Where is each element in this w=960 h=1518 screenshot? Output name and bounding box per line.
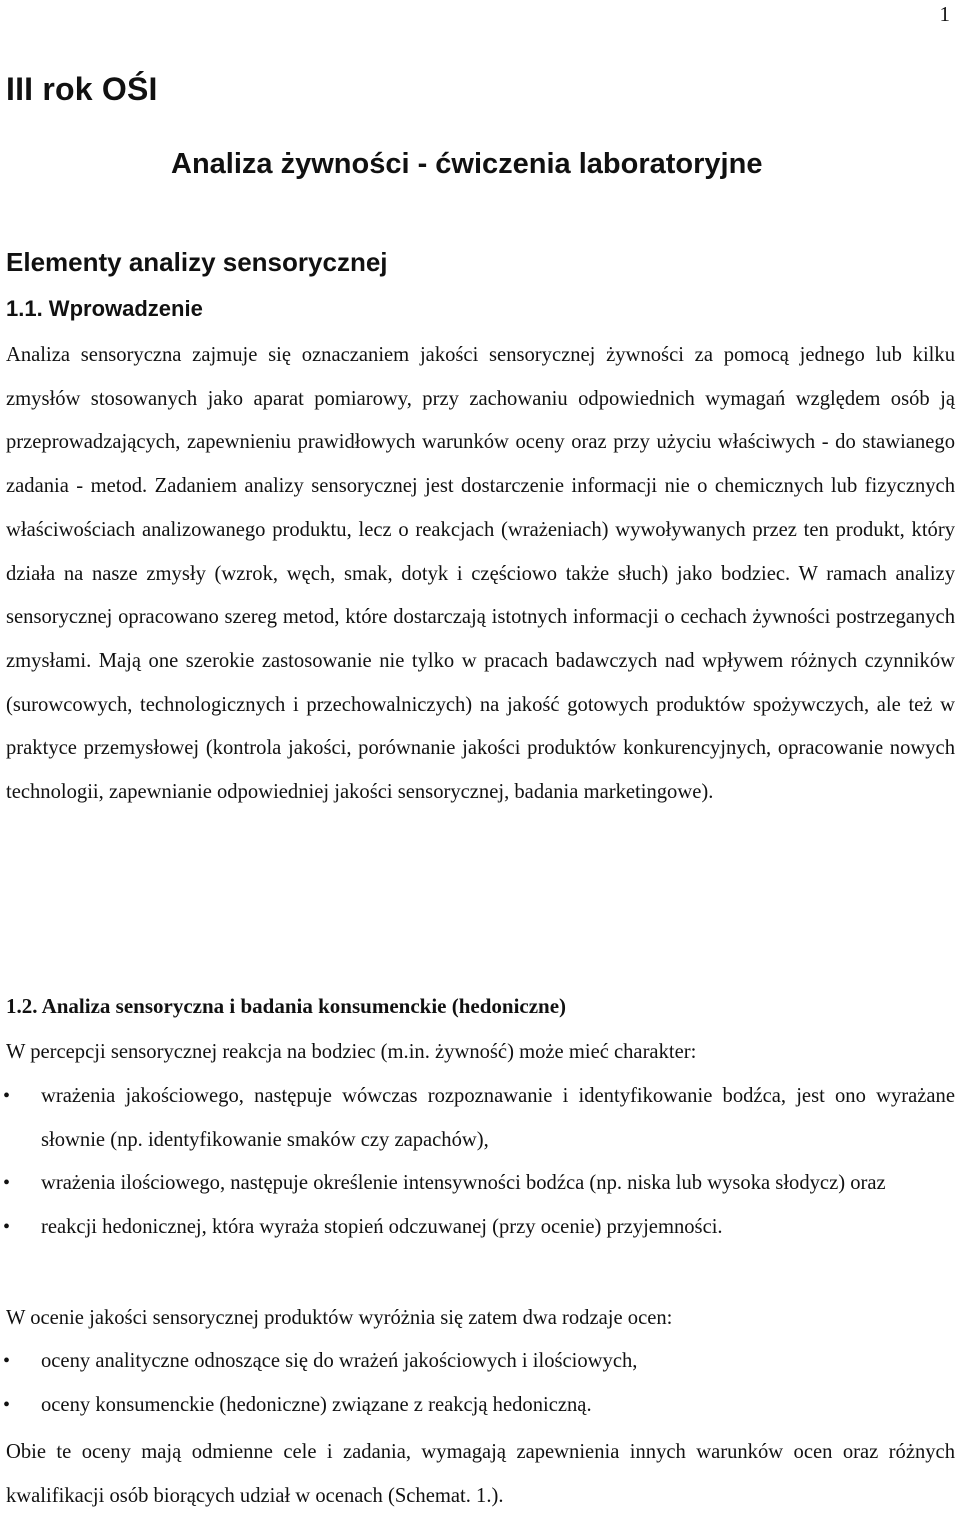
reaction-list bbox=[0, 1075, 960, 1249]
list-item-text: wrażenia ilościowego, następuje określenie intensywności bodźca (np. niska lub wysoka słodycz) oraz bbox=[41, 1172, 886, 1194]
list-item-text: reakcji hedonicznej, która wyraża stopień odczuwanej (przy ocenie) przyjemności. bbox=[41, 1215, 723, 1238]
document-title: Analiza żywności - ćwiczenia laboratoryjne bbox=[171, 148, 763, 180]
subsection-1-1-title: 1.1. Wprowadzenie bbox=[6, 296, 203, 321]
list-item-text: wrażenia jakościowego, następuje wówczas rozpoznawanie i identyfikowanie bodźca, jest ono wyrażane słownie (np. identyfikowanie smaków czy zapachów), bbox=[41, 1085, 955, 1151]
closing-paragraph: Obie te oceny mają odmienne cele i zadania, wymagają zapewnienia innych warunków ocen oraz różnych kwalifikacji osób biorących udział w ocenach (Schemat. 1.). bbox=[6, 1441, 955, 1507]
list-item-text: oceny analityczne odnoszące się do wrażeń jakościowych i ilościowych, bbox=[41, 1350, 638, 1372]
list-item bbox=[0, 1340, 955, 1384]
assessment-intro: W ocenie jakości sensorycznej produktów wyróżnia się zatem dwa rodzaje ocen: bbox=[6, 1307, 673, 1329]
assessment-list bbox=[0, 1340, 960, 1427]
list-item bbox=[0, 1162, 955, 1206]
list-item bbox=[0, 1206, 955, 1250]
subsection-1-2-title: 1.2. Analiza sensoryczna i badania konsumenckie (hedoniczne) bbox=[6, 994, 567, 1018]
intro-paragraph: Analiza sensoryczna zajmuje się oznaczaniem jakości sensorycznej żywności za pomocą jednego lub kilku zmysłów stosowanych jako aparat pomiarowy, przy zachowaniu odpowiednich wymagań względem osób ją przeprowadzających, zapewnieniu prawidłowych warunków oceny oraz przy użyciu właściwych - do stawianego zadania - metod. Zadaniem analizy sensorycznej jest dostarczenie informacji nie o chemicznych lub fizycznych właściwościach analizowanego produktu, lecz o reakcjach (wrażeniach) wywoływanych przez ten produkt, który działa na nasze zmysły (wzrok, węch, smak, dotyk i częściowo także słuch) jako bodziec. W ramach analizy sensorycznej opracowano szereg metod, które dostarczają istotnych informacji o cechach żywności postrzeganych zmysłami. Mają one szerokie zastosowanie nie tylko w pracach badawczych nad wpływem różnych czynników (surowcowych, technologicznych i przechowalniczych) na jakość gotowych produktów spożywczych, ale też w praktyce przemysłowej (kontrola jakości, porównanie jakości produktów konkurencyjnych, opracowanie nowych technologii, zapewnianie odpowiedniej jakości sensorycznej, badania marketingowe). bbox=[6, 344, 955, 804]
section-heading: Elementy analizy sensorycznej bbox=[6, 247, 388, 277]
list-item-text: oceny konsumenckie (hedoniczne) związane z reakcją hedoniczną. bbox=[41, 1393, 592, 1416]
bullet-icon: • bbox=[3, 1172, 11, 1194]
reaction-intro: W percepcji sensorycznej reakcja na bodziec (m.in. żywność) może mieć charakter: bbox=[6, 1041, 697, 1063]
page-number: 1 bbox=[939, 2, 950, 26]
bullet-icon: • bbox=[3, 1215, 11, 1238]
bullet-icon: • bbox=[3, 1085, 11, 1107]
list-item bbox=[0, 1075, 955, 1162]
bullet-icon: • bbox=[3, 1350, 11, 1372]
list-item bbox=[0, 1384, 955, 1428]
course-heading: III rok OŚI bbox=[6, 71, 158, 107]
bullet-icon: • bbox=[3, 1393, 11, 1416]
